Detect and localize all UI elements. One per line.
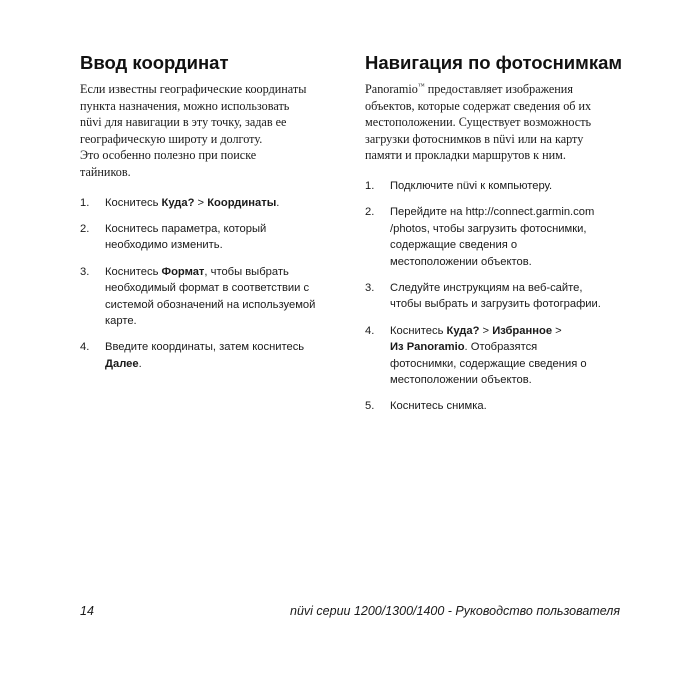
- step-item: [80, 195, 342, 211]
- menu-term: Далее: [105, 357, 139, 370]
- step-item: [365, 398, 627, 414]
- step-number: 4.: [365, 324, 375, 337]
- step-number: 1.: [365, 179, 375, 192]
- intro-line: географическую широту и долготу.: [80, 131, 263, 146]
- section-heading-coordinates: Ввод координат: [80, 52, 229, 73]
- step-line: Коснитесь Куда? > Избранное >: [390, 324, 562, 337]
- intro-line: Если известны географические координаты: [80, 82, 307, 96]
- step-number: 2.: [365, 206, 375, 219]
- menu-term: Куда?: [161, 196, 195, 209]
- left-column: [80, 52, 342, 382]
- step-line: местоположении объектов.: [390, 374, 532, 387]
- step-line: Подключите nüvi к компьютеру.: [390, 179, 553, 192]
- intro-line: тайников.: [80, 164, 131, 179]
- step-number: 2.: [80, 222, 90, 235]
- step-line: Следуйте инструкциям на веб-сайте,: [390, 282, 583, 294]
- intro-line: пункта назначения, можно использовать: [80, 98, 290, 113]
- step-line: содержащие сведения о: [390, 239, 518, 252]
- step-number: 3.: [80, 265, 90, 278]
- step-line: необходимо изменить.: [105, 239, 223, 252]
- step-line: /photos, чтобы загрузить фотоснимки,: [390, 222, 587, 235]
- intro-line: памяти и прокладки маршрутов к ним.: [365, 148, 566, 163]
- step-line: Далее.: [105, 357, 142, 370]
- intro-line: местоположении. Существует возможность: [365, 115, 592, 130]
- step-line: Введите координаты, затем коснитесь: [105, 341, 305, 354]
- menu-term: Куда?: [446, 324, 480, 337]
- right-column: [365, 52, 627, 425]
- step-line: Коснитесь Куда? > Координаты.: [105, 196, 280, 209]
- trademark-symbol: ™: [417, 82, 425, 90]
- step-number: 5.: [365, 400, 375, 413]
- step-line: системой обозначений на используемой: [105, 298, 316, 311]
- menu-term: Из Panoramio: [390, 341, 465, 354]
- step-line: Коснитесь параметра, который: [105, 222, 267, 235]
- step-line: необходимый формат в соответствии с: [105, 282, 310, 295]
- step-number: 4.: [80, 341, 90, 354]
- intro-line: загрузки фотоснимков в nüvi или на карту: [365, 131, 584, 146]
- footer-manual-title: nüvi серии 1200/1300/1400 - Руководство пользователя: [290, 604, 620, 618]
- intro-line: nüvi для навигации в эту точку, задав ее: [80, 115, 287, 130]
- step-item: [365, 178, 627, 194]
- intro-line: объектов, которые содержат сведения об их: [365, 98, 592, 113]
- step-item: [365, 204, 627, 270]
- step-line: Перейдите на http://connect.garmin.com: [390, 206, 595, 219]
- intro-paragraph-coordinates: [80, 81, 342, 181]
- step-line: карте.: [105, 315, 137, 327]
- step-line: местоположении объектов.: [390, 255, 532, 268]
- step-number: 1.: [80, 196, 90, 209]
- step-item: [80, 339, 342, 372]
- step-item: [365, 323, 627, 389]
- menu-term: Координаты: [207, 196, 277, 209]
- step-item: [80, 264, 342, 330]
- intro-paragraph-photos: [365, 81, 627, 164]
- step-item: [365, 280, 627, 313]
- step-line: фотоснимки, содержащие сведения о: [390, 357, 587, 370]
- step-number: 3.: [365, 282, 375, 294]
- step-item: [80, 221, 342, 254]
- brand-name: Panoramio: [365, 82, 418, 96]
- step-line: Коснитесь снимка.: [390, 400, 487, 413]
- photo-steps-list: [365, 178, 627, 415]
- step-line: Коснитесь Формат, чтобы выбрать: [105, 265, 289, 278]
- step-line: чтобы выбрать и загрузить фотографии.: [390, 298, 601, 311]
- menu-term: Избранное: [492, 324, 553, 337]
- intro-line: Это особенно полезно при поиске: [80, 148, 257, 163]
- section-heading-photo-navigation: Навигация по фотоснимкам: [365, 52, 623, 73]
- intro-line: Panoramio™ предоставляет изображения: [365, 82, 573, 96]
- step-line: Из Panoramio. Отобразятся: [390, 341, 538, 354]
- coordinates-steps-list: [80, 195, 342, 373]
- menu-term: Формат: [161, 265, 205, 278]
- page-number: 14: [80, 604, 94, 618]
